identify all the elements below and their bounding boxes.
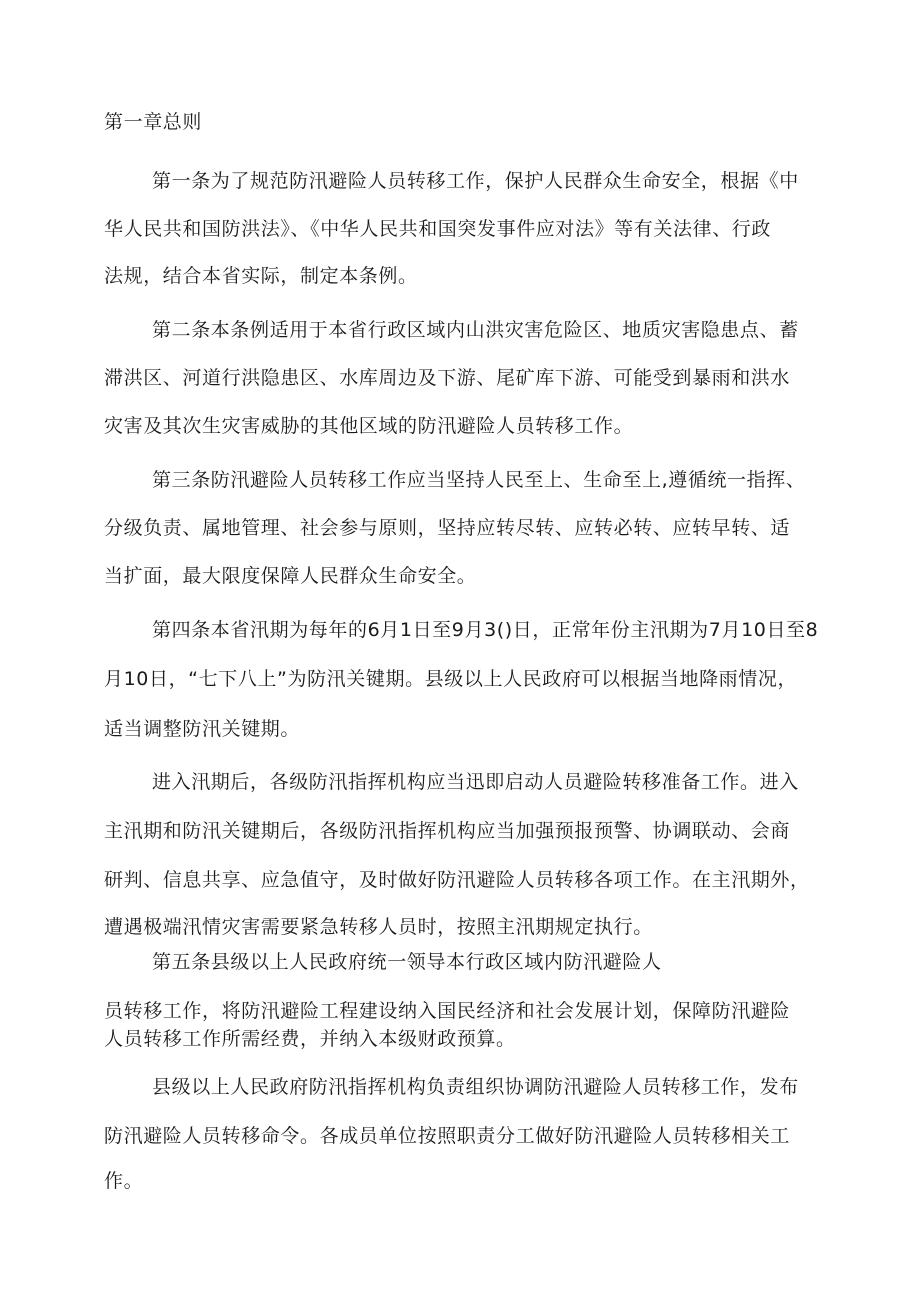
article-1-line-2: 华人民共和国防洪法》、《中华人民共和国突发事件应对法》等有关法律、行政 — [104, 218, 772, 240]
paragraph-flood-season-line-1: 进入汛期后，各级防汛指挥机构应当迅即启动人员避险转移准备工作。进入 — [152, 771, 799, 793]
paragraph-county-line-3: 作。 — [104, 1170, 144, 1192]
paragraph-flood-season-line-3: 研判、信息共享、应急值守，及时做好防汛避险人员转移各项工作。在主汛期外， — [104, 869, 810, 891]
article-4-line-3: 适当调整防汛关键期。 — [104, 718, 301, 740]
article-4-line-1: 第四条本省汛期为每年的6月1日至9月3()日，正常年份主汛期为7月10日至8 — [152, 619, 819, 641]
article-1-line-1: 第一条为了规范防汛避险人员转移工作，保护人民群众生命安全，根据《中 — [152, 170, 799, 192]
article-4-line-2: 月10日，“七下八上”为防汛关键期。县级以上人民政府可以根据当地降雨情况， — [104, 668, 798, 690]
paragraph-county-line-2: 防汛避险人员转移命令。各成员单位按照职责分工做好防汛避险人员转移相关工 — [104, 1125, 791, 1147]
article-1-line-3: 法规，结合本省实际，制定本条例。 — [104, 265, 418, 287]
article-2-line-1: 第二条本条例适用于本省行政区域内山洪灾害危险区、地质灾害隐患点、蓄 — [152, 319, 799, 341]
article-3-line-3: 当扩面，最大限度保障人民群众生命安全。 — [104, 565, 477, 587]
paragraph-county-line-1: 县级以上人民政府防汛指挥机构负责组织协调防汛避险人员转移工作，发布 — [152, 1076, 799, 1098]
article-5-line-2: 员转移工作，将防汛避险工程建设纳入国民经济和社会发展计划，保障防汛避险 — [104, 1000, 791, 1022]
article-3-line-2: 分级负责、属地管理、社会参与原则，坚持应转尽转、应转必转、应转早转、适 — [104, 517, 791, 539]
paragraph-flood-season-line-2: 主汛期和防汛关键期后，各级防汛指挥机构应当加强预报预警、协调联动、会商 — [104, 820, 791, 842]
chapter-title: 第一章总则 — [104, 111, 203, 133]
paragraph-flood-season-line-4: 遭遇极端汛情灾害需要紧急转移人员时，按照主汛期规定执行。 — [104, 916, 653, 938]
article-3-line-1: 第三条防汛避险人员转移工作应当坚持人民至上、生命至上,遵循统一指挥、 — [152, 469, 806, 491]
article-5-line-1: 第五条县级以上人民政府统一领导本行政区域内防汛避险人 — [152, 951, 662, 973]
article-2-line-3: 灾害及其次生灾害威胁的其他区域的防汛避险人员转移工作。 — [104, 415, 634, 437]
article-2-line-2: 滞洪区、河道行洪隐患区、水库周边及下游、尾矿库下游、可能受到暴雨和洪水 — [104, 367, 791, 389]
article-5-line-3: 人员转移工作所需经费，并纳入本级财政预算。 — [104, 1028, 516, 1050]
